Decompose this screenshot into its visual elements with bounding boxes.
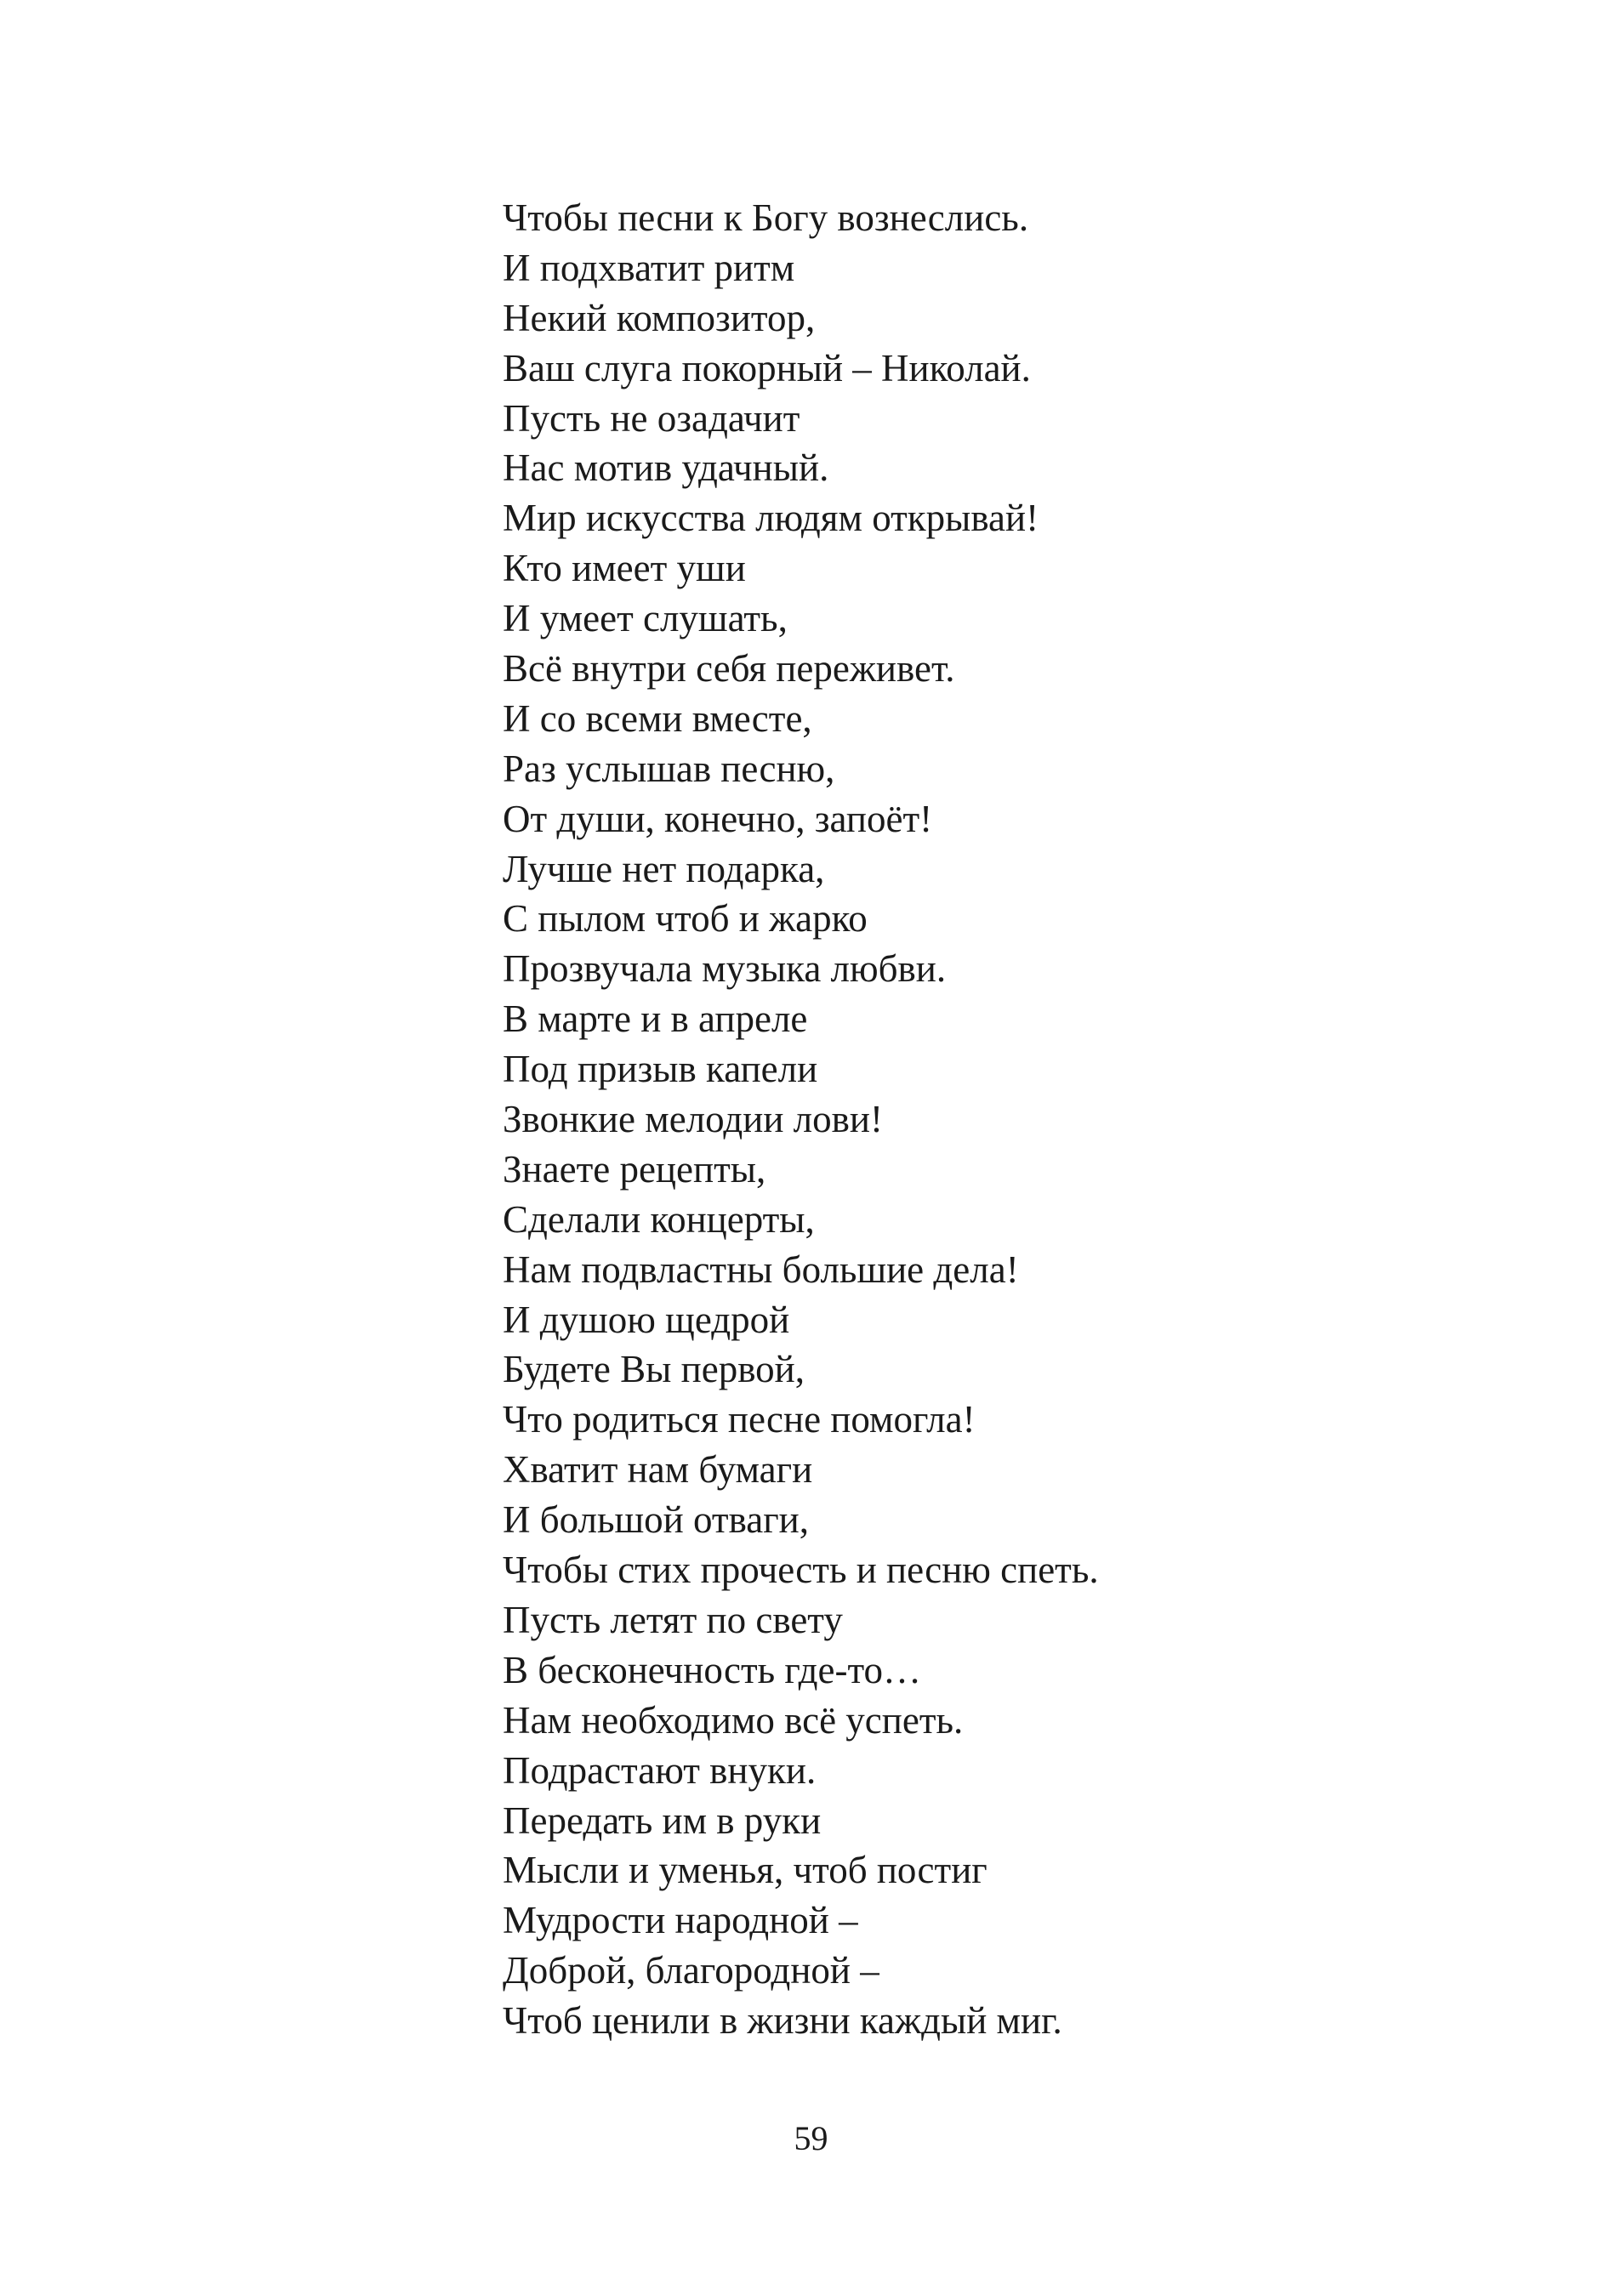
poem-line: Подрастают внуки. <box>503 1748 817 1792</box>
poem-line: Раз услышав песню, <box>503 747 835 790</box>
poem-line: Доброй, благородной – <box>503 1949 879 1992</box>
poem-line: Будете Вы первой, <box>503 1348 805 1391</box>
poem-line: Передать им в руки <box>503 1799 822 1842</box>
poem-line: От души, конечно, запоёт! <box>503 797 933 840</box>
poem-line: Сделали концерты, <box>503 1197 815 1241</box>
poem-line: Пусть не озадачит <box>503 396 800 440</box>
poem-line: Кто имеет уши <box>503 547 746 590</box>
poem-line: Звонкие мелодии лови! <box>503 1098 883 1141</box>
poem-line: И подхватит ритм <box>503 246 795 289</box>
poem-line: В бесконечность где-то… <box>503 1648 922 1691</box>
poem-line: Лучше нет подарка, <box>503 847 825 890</box>
poem-line: В марте и в апреле <box>503 997 808 1041</box>
page-number: 59 <box>794 2119 828 2157</box>
poem-line: Ваш слуга покорный – Николай. <box>503 346 1031 389</box>
poem-line: И умеет слушать, <box>503 597 788 640</box>
poem-line: Чтоб ценили в жизни каждый миг. <box>503 1999 1062 2043</box>
poem-line: Всё внутри себя переживет. <box>503 647 955 691</box>
poem-line: Прозвучала музыка любви. <box>503 947 947 991</box>
poem-line: Чтобы стих прочесть и песню спеть. <box>503 1549 1099 1592</box>
poem-line: Под призыв капели <box>503 1048 818 1091</box>
poem-line: Чтобы песни к Богу вознеслись. <box>503 196 1029 239</box>
poem-line: Некий композитор, <box>503 296 816 339</box>
poem-line: Мысли и уменья, чтоб постиг <box>503 1849 987 1892</box>
poem-line: И большой отваги, <box>503 1498 809 1542</box>
poem-line: И душою щедрой <box>503 1298 790 1341</box>
poem-line: Нам подвластны большие дела! <box>503 1247 1019 1291</box>
poem-text <box>503 193 1099 2046</box>
poem-line: Что родиться песне помогла! <box>503 1398 976 1441</box>
poem-line: Хватит нам бумаги <box>503 1448 813 1492</box>
poem-line: И со всеми вместе, <box>503 696 812 740</box>
poem-line: Мудрости народной – <box>503 1899 858 1942</box>
poem-line: Пусть летят по свету <box>503 1598 843 1641</box>
poem-line: Нас мотив удачный. <box>503 446 829 490</box>
poem-line: Знаете рецепты, <box>503 1147 766 1191</box>
poem-line: Мир искусства людям открывай! <box>503 497 1039 540</box>
poem-line: С пылом чтоб и жарко <box>503 897 868 941</box>
poem-line: Нам необходимо всё успеть. <box>503 1698 964 1742</box>
